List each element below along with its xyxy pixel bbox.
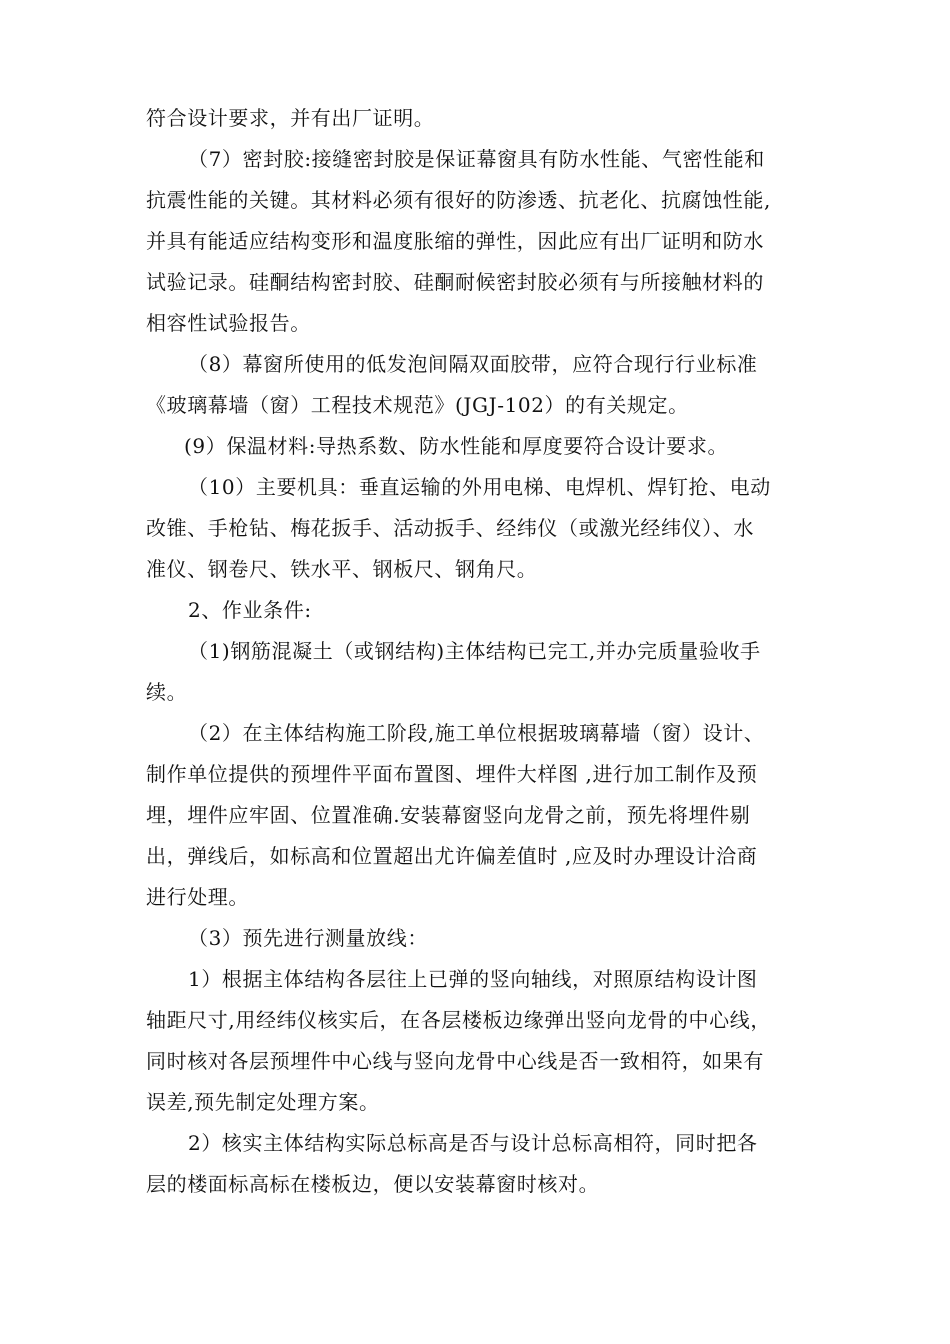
paragraph-survey-heading: （3）预先进行测量放线：	[188, 926, 428, 950]
text-line: 并具有能适应结构变形和温度胀缩的弹性，因此应有出厂证明和防水	[146, 229, 764, 253]
text-line: 《玻璃幕墙（窗）工程技术规范》(JGJ-102）的有关规定。	[146, 393, 689, 417]
text-line: 抗震性能的关键。其材料必须有很好的防渗透、抗老化、抗腐蚀性能,	[146, 188, 771, 212]
document-body	[146, 100, 810, 1203]
text-line: 轴距尺寸,用经纬仪核实后，在各层楼板边缘弹出竖向龙骨的中心线，	[146, 1008, 771, 1032]
text-line: 符合设计要求，并有出厂证明。	[146, 106, 435, 130]
text-line: 改锥、手枪钻、梅花扳手、活动扳手、经纬仪（或激光经纬仪）、水	[146, 516, 754, 540]
paragraph-insulation: (9）保温材料:导热系数、防水性能和厚度要符合设计要求。	[184, 434, 729, 458]
text-line: 埋，埋件应牢固、位置准确.安装幕窗竖向龙骨之前，预先将埋件剔	[146, 803, 751, 827]
section-heading-work-conditions: 2、作业条件:	[188, 598, 312, 622]
text-line: 续。	[146, 680, 188, 704]
text-line: 误差,预先制定处理方案。	[146, 1090, 380, 1114]
text-line: 准仪、钢卷尺、铁水平、钢板尺、钢角尺。	[146, 557, 538, 581]
text-line: 制作单位提供的预埋件平面布置图、埋件大样图 ,进行加工制作及预	[146, 762, 758, 786]
paragraph-elevation-check: 2）核实主体结构实际总标高是否与设计总标高相符，同时把各	[188, 1131, 758, 1155]
text-line: 层的楼面标高标在楼板边，便以安装幕窗时核对。	[146, 1172, 600, 1196]
paragraph-structure-complete: （1)钢筋混凝土（或钢结构)主体结构已完工,并办完质量验收手	[188, 639, 761, 663]
text-line: 相容性试验报告。	[146, 311, 311, 335]
text-line: 试验记录。硅酮结构密封胶、硅酮耐候密封胶必须有与所接触材料的	[146, 270, 764, 294]
paragraph-tape-heading: （8）幕窗所使用的低发泡间隔双面胶带，应符合现行行业标准	[188, 352, 758, 376]
paragraph-embedded-parts: （2）在主体结构施工阶段,施工单位根据玻璃幕墙（窗）设计、	[188, 721, 765, 745]
text-line: 进行处理。	[146, 885, 249, 909]
text-line: 出，弹线后，如标高和位置超出尤许偏差值时 ,应及时办理设计洽商	[146, 844, 758, 868]
paragraph-sealant-heading: （7）密封胶:接缝密封胶是保证幕窗具有防水性能、气密性能和	[188, 147, 765, 171]
text-line: 同时核对各层预埋件中心线与竖向龙骨中心线是否一致相符，如果有	[146, 1049, 764, 1073]
paragraph-tools-heading: （10）主要机具：垂直运输的外用电梯、电焊机、焊钉抢、电动	[188, 475, 771, 499]
paragraph-axis-check: 1）根据主体结构各层往上已弹的竖向轴线，对照原结构设计图	[188, 967, 758, 991]
